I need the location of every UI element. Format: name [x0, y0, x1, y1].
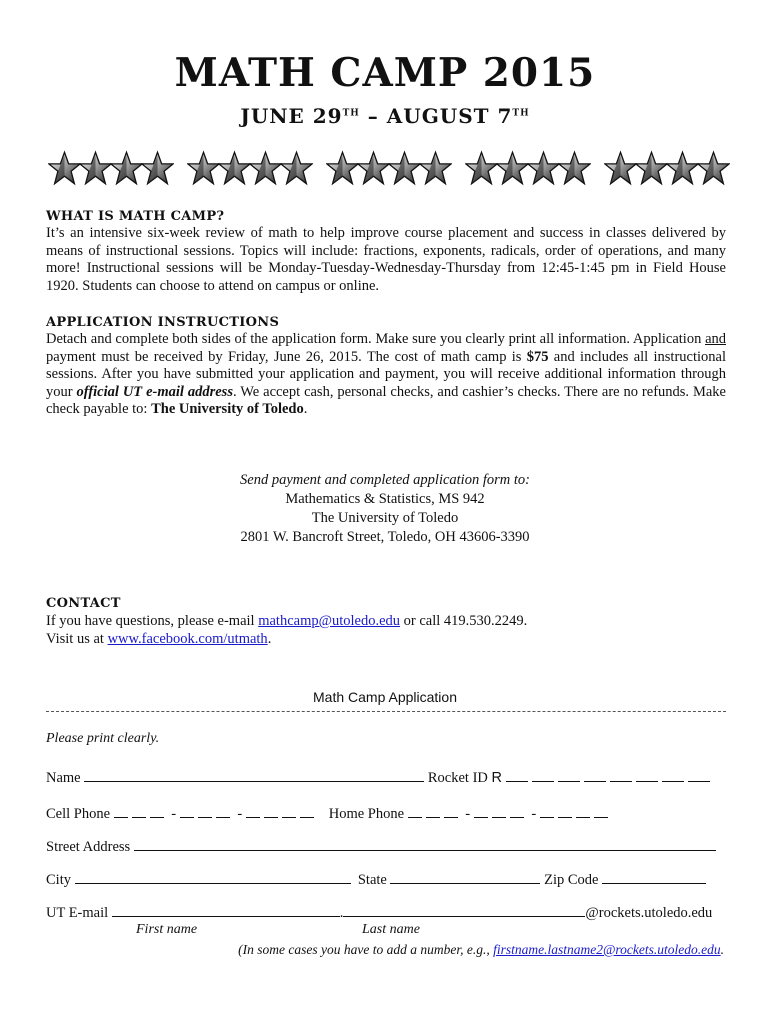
application-heading: APPLICATION INSTRUCTIONS — [46, 315, 280, 330]
application-form-title: Math Camp Application — [313, 689, 457, 705]
email-link[interactable]: mathcamp@utoledo.edu — [258, 613, 401, 629]
mailing-line-3: 2801 W. Bancroft Street, Toledo, OH 43606-3390 — [240, 529, 530, 545]
star-icon — [558, 148, 589, 190]
email-dot: . — [339, 905, 344, 921]
star-group — [326, 148, 450, 190]
cell-phone-field[interactable]: - - — [114, 806, 318, 822]
star-icon — [48, 148, 79, 190]
contact-text-2: or call 419.530.2249. — [400, 613, 528, 629]
cell-phone-label: Cell Phone — [46, 806, 111, 822]
rocket-id-field[interactable] — [506, 770, 714, 786]
application-text-4: . We accept cash, personal checks, and cashier’s checks. There are no refunds. Make check payable to: — [46, 383, 726, 418]
street-address-field[interactable] — [134, 836, 716, 851]
end-date: AUGUST 7 — [386, 104, 513, 128]
star-group — [604, 148, 728, 190]
contact-line-1 — [46, 613, 726, 631]
star-icon — [280, 148, 311, 190]
star-group — [48, 148, 172, 190]
official-email-phrase: official UT e-mail address — [76, 383, 233, 400]
contact-text-1: If you have questions, please e-mail — [46, 613, 259, 629]
home-phone-field[interactable]: - - — [408, 806, 612, 822]
star-icon — [249, 148, 280, 190]
what-is-heading: WHAT IS MATH CAMP? — [46, 209, 225, 224]
star-icon — [527, 148, 558, 190]
star-group — [187, 148, 311, 190]
start-date: JUNE 29 — [240, 104, 343, 128]
star-icon — [326, 148, 357, 190]
star-group — [465, 148, 589, 190]
email-note — [238, 942, 724, 958]
application-text-2: payment must be received by Friday, June 26, 2015. The cost of math camp is — [46, 348, 527, 365]
star-icon — [218, 148, 249, 190]
last-name-field[interactable] — [343, 902, 585, 917]
star-icon — [604, 148, 635, 190]
star-icon — [357, 148, 388, 190]
mailing-line-2: The University of Toledo — [311, 510, 459, 526]
city-label: City — [46, 872, 71, 888]
mailing-line-1: Mathematics & Statistics, MS 942 — [285, 491, 485, 507]
name-row — [46, 767, 714, 787]
state-field[interactable] — [390, 869, 540, 884]
application-and: and — [705, 331, 726, 347]
first-name-field[interactable] — [112, 902, 340, 917]
detach-line — [46, 711, 726, 712]
date-separator: – — [359, 104, 387, 128]
page-title: MATH CAMP 2015 — [174, 50, 596, 96]
name-field[interactable] — [84, 767, 424, 782]
star-icon — [79, 148, 110, 190]
contact-line-2 — [46, 631, 726, 649]
star-icon — [496, 148, 527, 190]
last-name-hint: Last name — [362, 922, 420, 937]
star-icon — [419, 148, 450, 190]
end-date-suffix: TH — [512, 108, 530, 119]
city-row — [46, 869, 706, 889]
contact-heading: CONTACT — [46, 596, 121, 611]
cost-value: $75 — [526, 348, 549, 365]
contact-text-3: Visit us at — [46, 630, 108, 647]
home-phone-label: Home Phone — [328, 806, 405, 822]
mailing-address — [0, 471, 770, 547]
payee-name: The University of Toledo — [151, 401, 304, 418]
email-example-link[interactable]: firstname.lastname2@rockets.utoledo.edu — [493, 942, 721, 957]
email-row — [46, 902, 712, 922]
rocket-id-prefix: R — [491, 770, 502, 786]
camp-dates — [0, 104, 770, 128]
city-field[interactable] — [75, 869, 351, 884]
star-divider — [48, 148, 728, 190]
print-instruction: Please print clearly. — [46, 731, 160, 746]
star-icon — [635, 148, 666, 190]
ut-email-label: UT E-mail — [46, 905, 109, 921]
first-name-hint: First name — [136, 922, 198, 937]
zip-code-label: Zip Code — [544, 872, 599, 888]
name-label: Name — [46, 770, 81, 786]
note-end: . — [720, 942, 724, 957]
state-label: State — [357, 872, 387, 888]
note-text: (In some cases you have to add a number, e.g., — [238, 942, 494, 957]
email-domain: @rockets.utoledo.edu — [585, 905, 713, 921]
star-icon — [110, 148, 141, 190]
street-address-label: Street Address — [46, 839, 131, 855]
contact-body — [46, 613, 726, 648]
rocket-id-label: Rocket ID — [427, 770, 488, 786]
zip-code-field[interactable] — [602, 869, 706, 884]
star-icon — [388, 148, 419, 190]
phone-row — [46, 803, 612, 823]
star-icon — [187, 148, 218, 190]
application-body — [46, 331, 726, 419]
start-date-suffix: TH — [342, 108, 360, 119]
star-icon — [141, 148, 172, 190]
application-text-1: Detach and complete both sides of the application form. Make sure you clearly print all information. Application — [46, 331, 706, 347]
contact-text-4: . — [267, 630, 272, 647]
star-icon — [697, 148, 728, 190]
star-icon — [465, 148, 496, 190]
what-is-body: It’s an intensive six-week review of math to help improve course placement and success in classes delivered by means of instructional sessions. Topics will include: fractions, exponents, radicals, order of operations, and many more! Instructional sessions will be Monday-Tuesday-Wednesday-Thursday from 12:45-1:45 pm in Field House 1920. Students can choose to attend on campus or online. — [46, 225, 726, 294]
star-icon — [666, 148, 697, 190]
application-text-5: . — [303, 401, 308, 418]
facebook-link[interactable]: www.facebook.com/utmath — [107, 630, 268, 647]
mailing-intro: Send payment and completed application form to: — [240, 472, 530, 488]
street-row — [46, 836, 716, 856]
application-text-3: and includes all instructional sessions. After you have submitted your application and payment, you will receive additional information through your — [46, 348, 726, 400]
